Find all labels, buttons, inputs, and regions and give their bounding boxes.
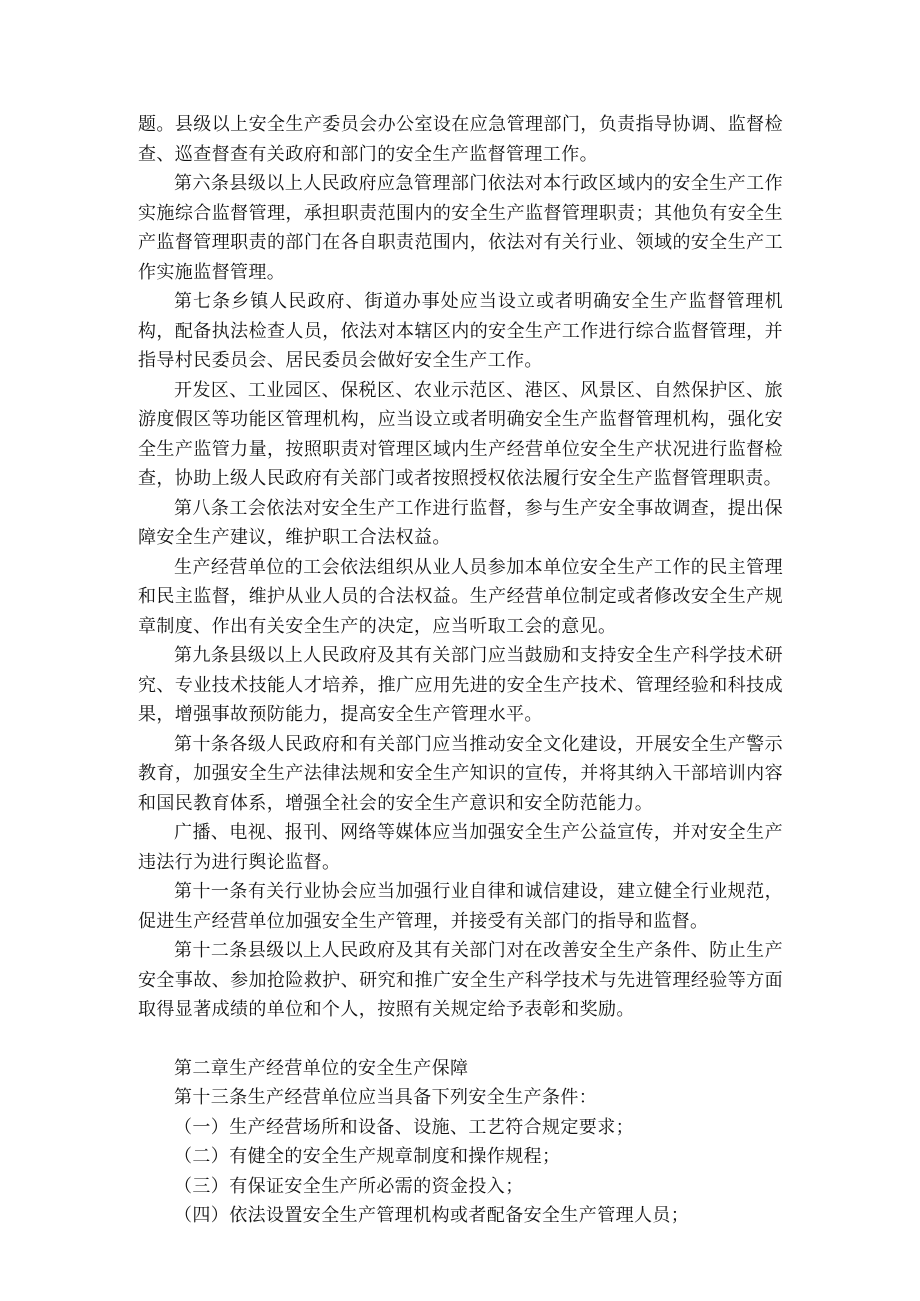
paragraph-article-6: 第六条县级以上人民政府应急管理部门依法对本行政区域内的安全生产工作实施综合监督管理，承担职责范围内的安全生产监督管理职责；其他负有安全生产监督管理职责的部门在各自职责范围内，依法对有关行业、领域的安全生产工作实施监督管理。 xyxy=(138,173,783,283)
paragraph-article-10: 第十条各级人民政府和有关部门应当推动安全文化建设，开展安全生产警示教育，加强安全生产法律法规和安全生产知识的宣传，并将其纳入干部培训内容和国民教育体系，增强全社会的安全生产意识和安全防范能力。 xyxy=(138,733,783,814)
condition-item: （四）依法设置安全生产管理机构或者配备安全生产管理人员； xyxy=(174,1205,690,1226)
paragraph-article-11: 第十一条有关行业协会应当加强行业自律和诚信建设，建立健全行业规范，促进生产经营单位加强安全生产管理，并接受有关部门的指导和监督。 xyxy=(138,881,783,932)
paragraph-function-zones: 开发区、工业园区、保税区、农业示范区、港区、风景区、自然保护区、旅游度假区等功能区管理机构，应当设立或者明确安全生产监督管理机构，强化安全生产监管力量，按照职责对管理区域内生产经营单位安全生产状况进行监督检查，协助上级人民政府有关部门或者按照授权依法履行安全生产监督管理职责。 xyxy=(138,379,783,489)
section-gap xyxy=(138,1025,783,1054)
condition-item: （二）有健全的安全生产规章制度和操作规程； xyxy=(174,1146,561,1167)
paragraph-union: 生产经营单位的工会依法组织从业人员参加本单位安全生产工作的民主管理和民主监督，维护从业人员的合法权益。生产经营单位制定或者修改安全生产规章制度、作出有关安全生产的决定，应当听取工会的意见。 xyxy=(138,556,783,637)
chapter-title: 第二章生产经营单位的安全生产保障 xyxy=(174,1057,469,1079)
paragraph-article-8: 第八条工会依法对安全生产工作进行监督，参与生产安全事故调查，提出保障安全生产建议，维护职工合法权益。 xyxy=(138,497,783,548)
condition-item: （一）生产经营场所和设备、设施、工艺符合规定要求； xyxy=(174,1116,634,1138)
paragraph-article-13: 第十三条生产经营单位应当具备下列安全生产条件： xyxy=(174,1087,598,1108)
condition-item: （三）有保证安全生产所必需的资金投入； xyxy=(174,1175,524,1197)
paragraph-article-12: 第十二条县级以上人民政府及其有关部门对在改善安全生产条件、防止生产安全事故、参加抢险救护、研究和推广安全生产科学技术与先进管理经验等方面取得显著成绩的单位和个人，按照有关规定给予表彰和奖励。 xyxy=(138,940,783,1020)
document-body xyxy=(138,110,783,1231)
paragraph-article-7: 第七条乡镇人民政府、街道办事处应当设立或者明确安全生产监督管理机构，配备执法检查人员，依法对本辖区内的安全生产工作进行综合监督管理，并指导村民委员会、居民委员会做好安全生产工作。 xyxy=(138,291,783,371)
paragraph-media: 广播、电视、报刊、网络等媒体应当加强安全生产公益宣传，并对安全生产违法行为进行舆论监督。 xyxy=(138,822,783,873)
paragraph-article-9: 第九条县级以上人民政府及其有关部门应当鼓励和支持安全生产科学技术研究、专业技术技能人才培养，推广应用先进的安全生产技术、管理经验和科技成果，增强事故预防能力，提高安全生产管理水平。 xyxy=(138,645,783,725)
paragraph-continuation: 题。县级以上安全生产委员会办公室设在应急管理部门，负责指导协调、监督检查、巡查督查有关政府和部门的安全生产监督管理工作。 xyxy=(138,114,783,165)
